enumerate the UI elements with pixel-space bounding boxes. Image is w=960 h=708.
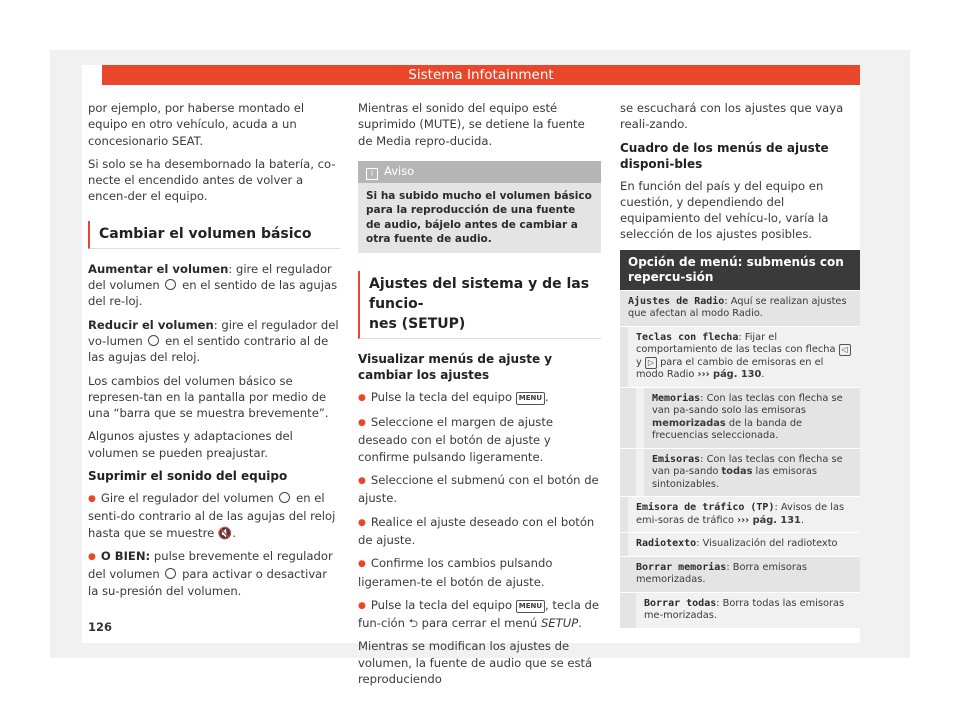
menu-row: Memorias: Con las teclas con flecha se van pa-sando solo las emisoras memorizadas de la banda de frecuencias seleccionada. bbox=[620, 388, 860, 448]
column-3 bbox=[620, 100, 860, 628]
volume-knob-icon bbox=[279, 492, 290, 503]
list-item: ● Pulse la tecla del equipo MENU , tecla de fun-ción ⮌ para cerrar el menú SETUP. bbox=[358, 597, 601, 632]
list-item: ● Seleccione el submenú con el botón de ajuste. bbox=[358, 472, 601, 507]
paragraph: Si solo se ha desembornado la batería, co-necte el encendido antes de volver a encen-der el equipo. bbox=[88, 156, 336, 204]
paragraph: Mientras se modifican los ajustes de volumen, la fuente de audio que se está reproduciendo bbox=[358, 639, 593, 687]
section-heading: Ajustes del sistema y de las funcio- nes (SETUP) bbox=[358, 271, 601, 339]
mute-icon: 🔇 bbox=[217, 525, 233, 540]
volume-knob-icon bbox=[165, 279, 176, 290]
paragraph: Los cambios del volumen básico se represen-tan en la pantalla por medio de una “barra que se muestra brevemente”. bbox=[88, 373, 329, 421]
volume-knob-icon bbox=[165, 568, 176, 579]
notice-text: Si ha subido mucho el volumen básico para la reproducción de una fuente de audio, bájelo antes de cambiar a otra fuente de audio. bbox=[366, 189, 592, 246]
page-number: 126 bbox=[88, 620, 113, 634]
page-header: Sistema Infotainment bbox=[102, 65, 860, 85]
menu-row: Emisora de tráfico (TP): Avisos de las emi-soras de tráfico ››› pág. 131. bbox=[620, 497, 860, 532]
subheading: Cuadro de los menús de ajuste disponi-bles bbox=[620, 140, 829, 171]
paragraph: Mientras el sonido del equipo esté suprimido (MUTE), se detiene la fuente de Media repro-ducida. bbox=[358, 101, 585, 148]
arrow-left-key-icon: ◁ bbox=[839, 344, 851, 356]
back-arrow-icon: ⮌ bbox=[408, 616, 418, 631]
list-item: ● Gire el regulador del volumen en el senti-do contrario al de las agujas del reloj hasta que se muestre 🔇. bbox=[88, 490, 340, 541]
menu-table-header: Opción de menú: submenús con repercu-sión bbox=[620, 250, 860, 290]
menu-row: Borrar memorias: Borra emisoras memorizadas. bbox=[620, 557, 860, 592]
paragraph: Aumentar el volumen: gire el regulador del volumen en el sentido de las agujas del re-loj. bbox=[88, 261, 338, 309]
list-item: ● Pulse la tecla del equipo MENU . bbox=[358, 389, 601, 407]
menu-key-icon: MENU bbox=[516, 600, 545, 613]
menu-table bbox=[620, 250, 860, 628]
paragraph: Reducir el volumen: gire el regulador del vo-lumen en el sentido contrario al de las agujas del reloj. bbox=[88, 317, 339, 365]
list-item: ● Seleccione el margen de ajuste deseado con el botón de ajuste y confirme pulsando ligeramente. bbox=[358, 414, 601, 465]
column-1 bbox=[88, 100, 340, 606]
column-2 bbox=[358, 100, 601, 694]
menu-row: Borrar todas: Borra todas las emisoras me-morizadas. bbox=[620, 593, 860, 628]
list-item: ● O BIEN: pulse brevemente el regulador del volumen para activar o desactivar la su-presión del volumen. bbox=[88, 548, 340, 599]
notice-header: i Aviso bbox=[358, 161, 601, 183]
paragraph: En función del país y del equipo en cuestión, y dependiendo del equipamiento del vehícu-lo, varía la selección de los ajustes posibles. bbox=[620, 178, 829, 242]
menu-row: Teclas con flecha: Fijar el comportamiento de las teclas con flecha ◁ y ▷ para el cambio de emisoras en el modo Radio ››› pág. 130. bbox=[620, 327, 860, 387]
list-item: ● Confirme los cambios pulsando ligeramen-te el botón de ajuste. bbox=[358, 555, 601, 590]
menu-row: Ajustes de Radio: Aquí se realizan ajustes que afectan al modo Radio. bbox=[620, 291, 860, 326]
subheading: Visualizar menús de ajuste y cambiar los ajustes bbox=[358, 351, 553, 382]
info-icon: i bbox=[366, 168, 378, 180]
menu-key-icon: MENU bbox=[516, 392, 545, 405]
paragraph: por ejemplo, por haberse montado el equipo en otro vehículo, acuda a un concesionario SEAT. bbox=[88, 101, 305, 148]
notice-box bbox=[358, 161, 601, 253]
menu-row: Radiotexto: Visualización del radiotexto bbox=[620, 533, 860, 556]
paragraph: se escuchará con los ajustes que vaya reali-zando. bbox=[620, 101, 844, 132]
volume-knob-icon bbox=[148, 335, 159, 346]
paragraph: Algunos ajustes y adaptaciones del volumen se pueden preajustar. bbox=[88, 429, 293, 460]
arrow-right-key-icon: ▷ bbox=[645, 357, 657, 369]
section-heading: Cambiar el volumen básico bbox=[88, 221, 340, 249]
subheading: Suprimir el sonido del equipo bbox=[88, 469, 288, 484]
list-item: ● Realice el ajuste deseado con el botón de ajuste. bbox=[358, 514, 601, 549]
menu-row: Emisoras: Con las teclas con flecha se van pa-sando todas las emisoras sintonizables. bbox=[620, 449, 860, 497]
